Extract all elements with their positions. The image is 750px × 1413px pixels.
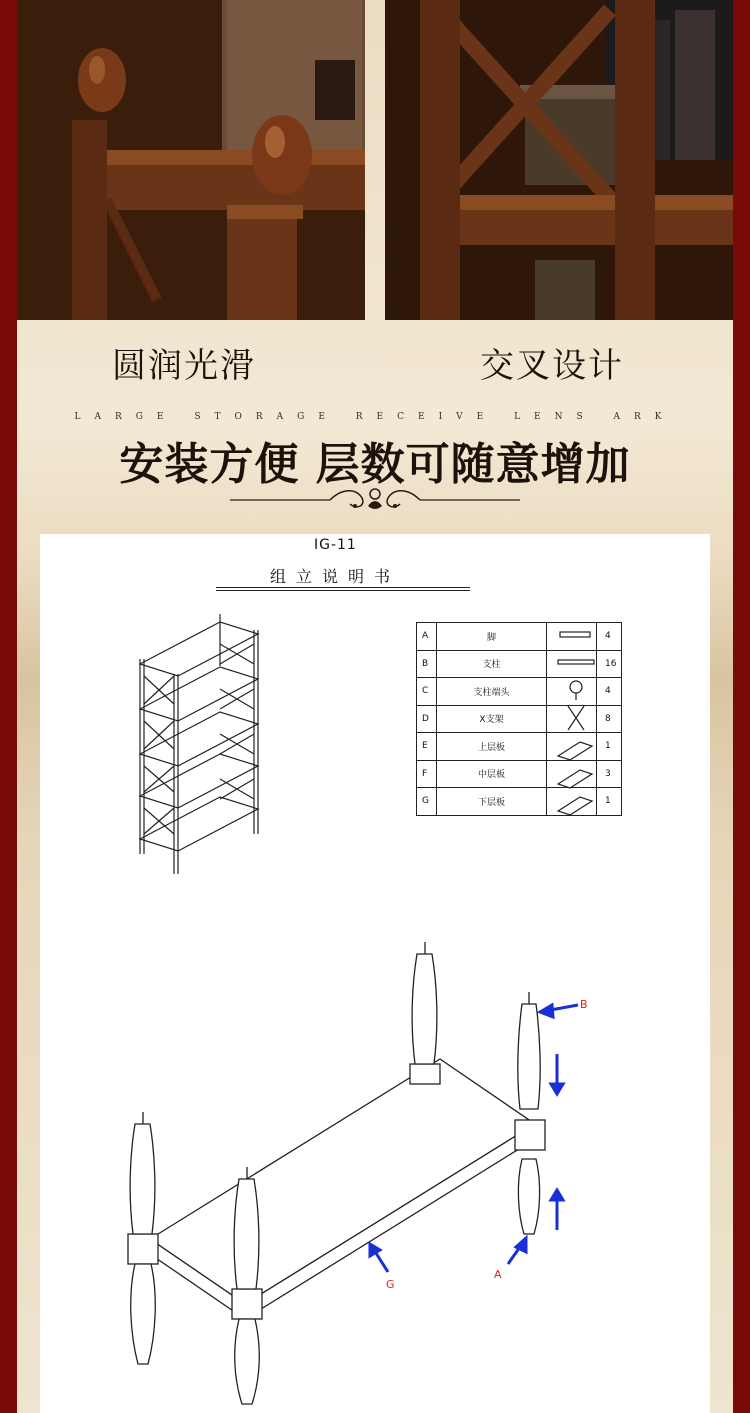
- part-name: 支柱: [437, 650, 547, 678]
- decorative-divider-ornament: [230, 484, 520, 516]
- part-image-cell: [547, 678, 597, 706]
- caption-cross-design: 交叉设计: [480, 346, 624, 386]
- part-image-cell: [547, 623, 597, 651]
- headline: 安装方便 层数可随意增加: [119, 439, 631, 490]
- part-letter: A: [417, 623, 437, 651]
- part-image-cell: [547, 788, 597, 816]
- callout-label-b: B: [580, 998, 588, 1011]
- part-quantity: 3: [597, 760, 622, 788]
- part-image-cell: [547, 760, 597, 788]
- parts-list-table: [416, 622, 622, 816]
- part-letter: C: [417, 678, 437, 706]
- parts-row: [417, 788, 622, 816]
- part-letter: B: [417, 650, 437, 678]
- shelf-overview-drawing: [140, 614, 258, 874]
- part-letter: F: [417, 760, 437, 788]
- part-image-cell: [547, 650, 597, 678]
- manual-title: 组立说明书: [270, 567, 401, 586]
- product-photo-cross-design: [385, 0, 733, 320]
- parts-row: [417, 733, 622, 761]
- assembly-manual: [40, 534, 710, 1413]
- parts-row: [417, 760, 622, 788]
- part-quantity: 4: [597, 678, 622, 706]
- product-photo-rounded-finial: [17, 0, 365, 320]
- parts-row: [417, 705, 622, 733]
- english-tagline: LARGE STORAGE RECEIVE LENS ARK: [74, 412, 676, 422]
- part-name: 中层板: [437, 760, 547, 788]
- part-quantity: 4: [597, 623, 622, 651]
- model-number: IG-11: [314, 537, 357, 553]
- part-image-cell: [547, 705, 597, 733]
- part-image-cell: [547, 733, 597, 761]
- part-quantity: 1: [597, 733, 622, 761]
- parts-row: [417, 650, 622, 678]
- part-name: 上层板: [437, 733, 547, 761]
- part-name: X支架: [437, 705, 547, 733]
- caption-rounded-smooth: 圆润光滑: [112, 346, 256, 386]
- part-quantity: 16: [597, 650, 622, 678]
- parts-row: [417, 623, 622, 651]
- part-name: 脚: [437, 623, 547, 651]
- parts-row: [417, 678, 622, 706]
- part-quantity: 1: [597, 788, 622, 816]
- part-quantity: 8: [597, 705, 622, 733]
- callout-label-g: G: [386, 1278, 395, 1291]
- cross-photo-illustration: [385, 0, 733, 320]
- part-name: 下层板: [437, 788, 547, 816]
- part-letter: G: [417, 788, 437, 816]
- callout-label-a: A: [494, 1268, 502, 1281]
- shelf-assembly-drawing: [128, 942, 545, 1404]
- part-letter: E: [417, 733, 437, 761]
- part-name: 支柱端头: [437, 678, 547, 706]
- finial-photo-illustration: [17, 0, 365, 320]
- part-letter: D: [417, 705, 437, 733]
